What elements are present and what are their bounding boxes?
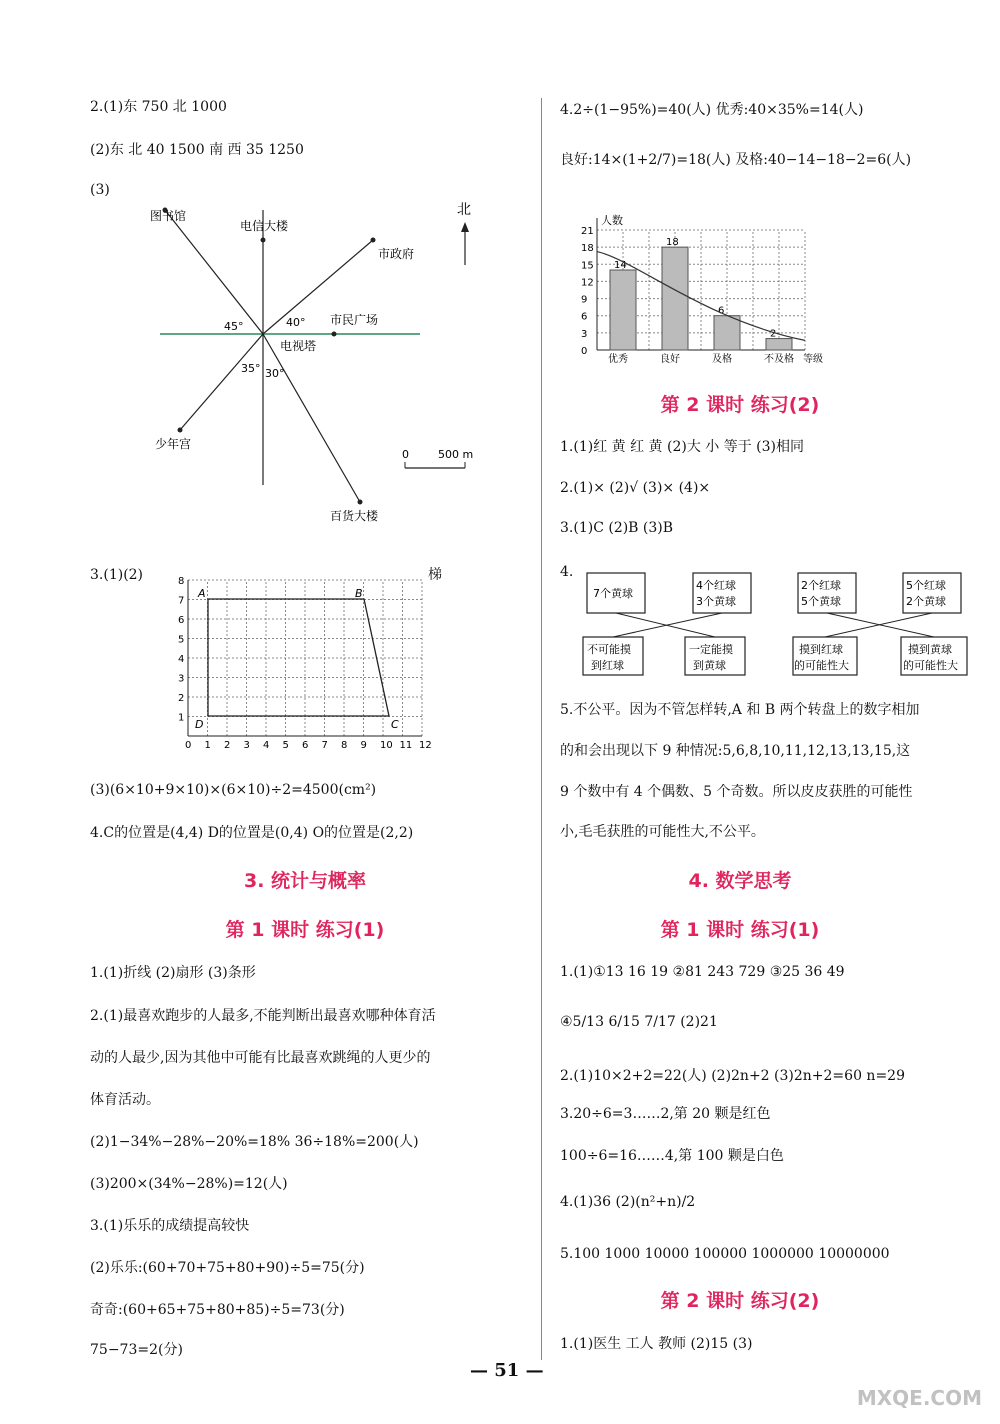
grid-y-tick: 7 xyxy=(178,595,185,607)
q2-line1: 2.(1)东 750 北 1000 xyxy=(90,99,227,115)
chapter-3-title: 3. 统计与概率 xyxy=(243,870,367,892)
p5-b: 的和会出现以下 9 种情况:5,6,8,10,11,12,13,13,15,这 xyxy=(560,743,911,759)
angle-30: 30° xyxy=(265,367,285,380)
s2-a: 2.(1)最喜欢跑步的人最多,不能判断出最喜欢哪种体育活 xyxy=(90,1008,436,1024)
grid-y-tick: 1 xyxy=(178,712,185,724)
bar-value-label: 2 xyxy=(770,328,777,340)
s2-c: 体育活动。 xyxy=(90,1092,160,1108)
grid-x-tick: 10 xyxy=(380,740,393,751)
grid-x-tick: 12 xyxy=(419,740,432,751)
result-red-likely-1: 摸到红球 xyxy=(799,643,843,656)
y-axis-label: 人数 xyxy=(601,214,623,227)
grade-bar-chart xyxy=(565,200,865,375)
s3-b: (2)乐乐:(60+70+75+80+90)÷5=75(分) xyxy=(90,1260,365,1276)
bar xyxy=(766,339,792,350)
r4-a: 4.2÷(1−95%)=40(人) 优秀:40×35%=14(人) xyxy=(560,102,864,118)
y-tick-label: 21 xyxy=(581,226,594,237)
result-surely-yellow-2: 到黄球 xyxy=(693,659,726,672)
r4-b: 良好:14×(1+2/7)=18(人) 及格:40−14−18−2=6(人) xyxy=(560,152,912,168)
s2-d: (2)1−34%−28%−20%=18% 36÷18%=200(人) xyxy=(90,1134,419,1150)
p5-d: 小,毛毛获胜的可能性大,不公平。 xyxy=(560,824,765,840)
s3-a: 3.(1)乐乐的成绩提高较快 xyxy=(90,1218,250,1234)
grid-x-tick: 11 xyxy=(399,740,413,751)
bar-value-label: 18 xyxy=(666,237,679,249)
result-yellow-likely-1: 摸到黄球 xyxy=(908,643,952,656)
grid-y-tick: 8 xyxy=(178,576,185,587)
angle-40: 40° xyxy=(286,316,306,329)
s3-d: 75−73=2(分) xyxy=(90,1342,183,1358)
grid-x-tick: 3 xyxy=(243,740,250,751)
s1: 1.(1)折线 (2)扇形 (3)条形 xyxy=(90,965,256,981)
map-label-youthpalace: 少年宫 xyxy=(155,437,192,451)
grid-x-tick: 0 xyxy=(185,740,192,751)
x-axis-label: 等级 xyxy=(803,354,823,365)
category-label: 及格 xyxy=(712,354,732,365)
y-tick-label: 9 xyxy=(581,294,588,306)
lesson-1-title-right: 第 1 课时 练习(1) xyxy=(660,919,820,941)
y-tick-label: 12 xyxy=(581,277,594,289)
q2-line3: (3) xyxy=(90,182,110,198)
q3-line3: (3)(6×10+9×10)×(6×10)÷2=4500(cm²) xyxy=(90,782,377,798)
trapezoid-grid xyxy=(160,570,430,760)
n1: 1.(1)医生 工人 教师 (2)15 (3) xyxy=(560,1336,753,1352)
direction-map xyxy=(120,190,520,530)
bar xyxy=(662,247,688,350)
s3-c: 奇奇:(60+65+75+80+85)÷5=73(分) xyxy=(90,1302,345,1318)
p5-a: 5.不公平。因为不管怎样转,A 和 B 两个转盘上的数字相加 xyxy=(560,702,920,718)
grid-x-tick: 2 xyxy=(224,740,231,751)
bar-value-label: 6 xyxy=(718,305,725,317)
m3-b: 100÷6=16……4,第 100 颗是白色 xyxy=(560,1148,784,1164)
result-surely-yellow-1: 一定能摸 xyxy=(689,643,733,656)
bar xyxy=(714,316,740,350)
map-label-library: 图书馆 xyxy=(150,209,187,223)
grid-y-tick: 3 xyxy=(178,673,185,685)
map-label-square: 市民广场 xyxy=(330,313,379,327)
m2: 2.(1)10×2+2=22(人) (2)2n+2 (3)2n+2=60 n=29 xyxy=(560,1068,905,1084)
m3-a: 3.20÷6=3……2,第 20 颗是红色 xyxy=(560,1106,771,1122)
p5-c: 9 个数中有 4 个偶数、5 个奇数。所以皮皮获胜的可能性 xyxy=(560,784,913,800)
q3-shape-name: 梯 xyxy=(428,567,442,583)
p3: 3.(1)C (2)B (3)B xyxy=(560,520,674,536)
point-B: B xyxy=(355,587,363,600)
map-label-tvtower: 电视塔 xyxy=(280,339,317,353)
grid-x-tick: 7 xyxy=(321,740,328,751)
y-tick-label: 15 xyxy=(581,260,594,272)
point-D: D xyxy=(195,718,204,731)
angle-45: 45° xyxy=(224,320,244,333)
result-red-likely-2: 的可能性大 xyxy=(794,659,849,672)
q4-positions: 4.C的位置是(4,4) D的位置是(0,4) O的位置是(2,2) xyxy=(90,825,414,841)
m1-a: 1.(1)①13 16 19 ②81 243 729 ③25 36 49 xyxy=(560,964,845,980)
box-5-yellow: 5个黄球 xyxy=(801,595,841,608)
bar-value-label: 14 xyxy=(614,260,627,271)
page-number: — 51 — xyxy=(470,1360,544,1381)
point-A: A xyxy=(198,587,206,600)
s2-b: 动的人最少,因为其他中可能有比最喜欢跳绳的人更少的 xyxy=(90,1050,431,1066)
s2-e: (3)200×(34%−28%)=12(人) xyxy=(90,1176,288,1192)
grid-x-tick: 8 xyxy=(341,740,348,751)
map-label-cityhall: 市政府 xyxy=(378,247,415,261)
angle-35: 35° xyxy=(241,362,261,375)
category-label: 不及格 xyxy=(764,354,794,365)
result-yellow-likely-2: 的可能性大 xyxy=(903,659,958,672)
y-tick-label: 6 xyxy=(581,311,588,323)
point-C: C xyxy=(391,718,399,731)
grid-x-tick: 5 xyxy=(282,740,289,751)
category-label: 优秀 xyxy=(608,354,628,365)
lesson-2-title-right: 第 2 课时 练习(2) xyxy=(660,1290,820,1312)
chapter-4-title: 4. 数学思考 xyxy=(688,870,792,892)
m5: 5.100 1000 10000 100000 1000000 10000000 xyxy=(560,1246,890,1262)
y-tick-label: 0 xyxy=(581,346,588,357)
grid-x-tick: 1 xyxy=(204,740,211,751)
result-cannot-red-2: 到红球 xyxy=(591,659,624,672)
map-label-telecom: 电信大楼 xyxy=(240,219,289,233)
p4: 4. xyxy=(560,564,574,580)
grid-y-tick: 4 xyxy=(178,654,185,665)
map-label-store: 百货大楼 xyxy=(330,509,379,523)
grid-y-tick: 6 xyxy=(178,615,185,626)
scale-zero: 0 xyxy=(402,448,409,461)
lesson-1-title: 第 1 课时 练习(1) xyxy=(225,919,385,941)
bar xyxy=(610,270,636,350)
m4: 4.(1)36 (2)(n²+n)/2 xyxy=(560,1194,696,1210)
matching-diagram xyxy=(575,565,995,685)
grid-y-tick: 2 xyxy=(178,693,185,704)
grid-x-tick: 4 xyxy=(263,740,270,751)
box-4-red: 4个红球 xyxy=(696,579,736,592)
scale-500m: 500 m xyxy=(438,448,474,461)
watermark: MXQE.COM xyxy=(856,1386,982,1410)
grid-x-tick: 6 xyxy=(302,740,309,751)
y-tick-label: 3 xyxy=(581,328,588,340)
box-7-yellow: 7个黄球 xyxy=(593,587,633,600)
box-5-red: 5个红球 xyxy=(906,579,946,592)
result-cannot-red-1: 不可能摸 xyxy=(587,643,631,656)
lesson-2-title: 第 2 课时 练习(2) xyxy=(660,394,820,416)
m1-b: ④5/13 6/15 7/17 (2)21 xyxy=(560,1014,718,1030)
box-3-yellow: 3个黄球 xyxy=(696,595,736,608)
q2-line2: (2)东 北 40 1500 南 西 35 1250 xyxy=(90,142,304,158)
grid-x-tick: 9 xyxy=(360,740,367,751)
box-2-red: 2个红球 xyxy=(801,579,841,592)
box-2-yellow: 2个黄球 xyxy=(906,595,946,608)
grid-y-tick: 5 xyxy=(178,634,185,646)
y-tick-label: 18 xyxy=(581,243,594,255)
category-label: 良好 xyxy=(660,354,680,365)
q3-intro: 3.(1)(2) xyxy=(90,567,144,583)
p2: 2.(1)× (2)√ (3)× (4)× xyxy=(560,480,711,496)
column-divider xyxy=(541,98,542,1360)
north-label: 北 xyxy=(457,202,471,218)
p1: 1.(1)红 黄 红 黄 (2)大 小 等于 (3)相同 xyxy=(560,439,805,455)
